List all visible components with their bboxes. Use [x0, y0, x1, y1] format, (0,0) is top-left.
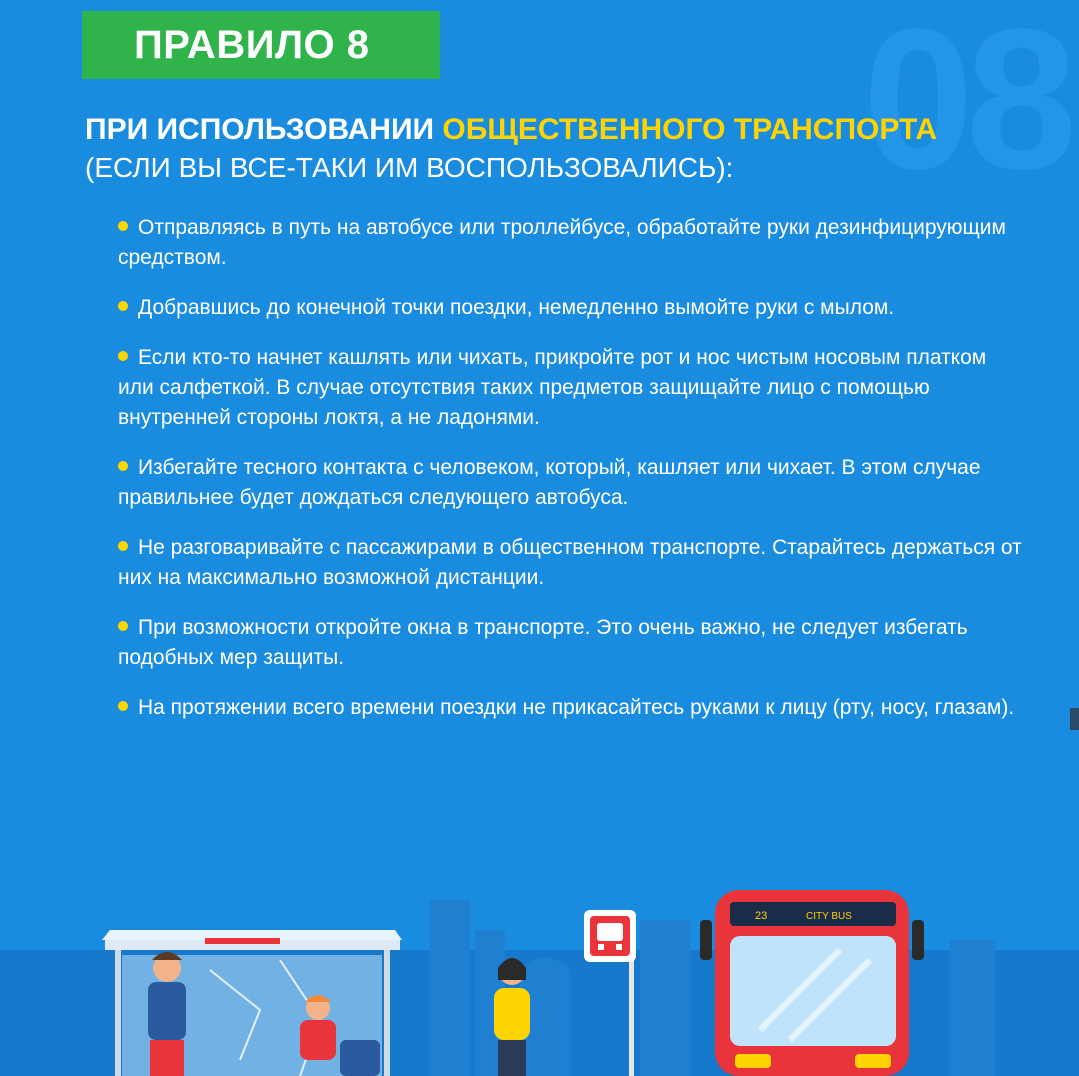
page-title [85, 112, 1045, 148]
person-woman-standing [494, 958, 530, 1076]
rule-text: Добравшись до конечной точки поездки, немедленно вымойте руки с мылом. [138, 296, 895, 319]
bullet-icon [118, 621, 128, 631]
bullet-icon [118, 351, 128, 361]
bus-destination: CITY BUS [806, 911, 852, 922]
bullet-icon [118, 301, 128, 311]
background-number: 08 [862, 0, 1069, 211]
rule-item [118, 533, 1023, 593]
rule-item [118, 613, 1023, 673]
rule-text: Избегайте тесного контакта с человеком, который, кашляет или чихает. В этом случае правильнее будет дождаться следующего автобуса. [118, 456, 981, 509]
rule-item [118, 213, 1023, 273]
person-man [148, 952, 186, 1076]
rule-badge-label: ПРАВИЛО 8 [134, 22, 370, 67]
bullet-icon [118, 541, 128, 551]
rule-text: Не разговаривайте с пассажирами в общественном транспорте. Старайтесь держаться от них на максимально возможной дистанции. [118, 536, 1022, 589]
rule-text: Если кто-то начнет кашлять или чихать, прикройте рот и нос чистым носовым платком или салфеткой. В случае отсутствия таких предметов защищайте лицо с помощью внутренней стороны локтя, а не ладонями. [118, 346, 987, 429]
bullet-icon [118, 221, 128, 231]
rules-list [118, 213, 1023, 743]
rule-text: На протяжении всего времени поездки не прикасайтесь руками к лицу (рту, носу, глазам). [138, 696, 1015, 719]
title-prefix: ПРИ ИСПОЛЬЗОВАНИИ [85, 113, 443, 146]
edge-mark [1070, 708, 1079, 730]
bullet-icon [118, 461, 128, 471]
rule-item [118, 453, 1023, 513]
rule-text: Отправляясь в путь на автобусе или троллейбусе, обработайте руки дезинфицирующим средством. [118, 216, 1006, 269]
bus-stop-illustration [0, 860, 1079, 1076]
page-subtitle: (ЕСЛИ ВЫ ВСЕ-ТАКИ ИМ ВОСПОЛЬЗОВАЛИСЬ): [85, 152, 734, 183]
rule-item [118, 693, 1023, 723]
title-highlight: ОБЩЕСТВЕННОГО ТРАНСПОРТА [442, 113, 938, 146]
rule-item [118, 343, 1023, 433]
bullet-icon [118, 701, 128, 711]
bus-route-number: 23 [755, 910, 768, 922]
bus-stop-sign [584, 910, 636, 1076]
rule-item [118, 293, 1023, 323]
rule-badge [82, 11, 440, 79]
rule-text: При возможности откройте окна в транспорте. Это очень важно, не следует избегать подобных мер защиты. [118, 616, 968, 669]
